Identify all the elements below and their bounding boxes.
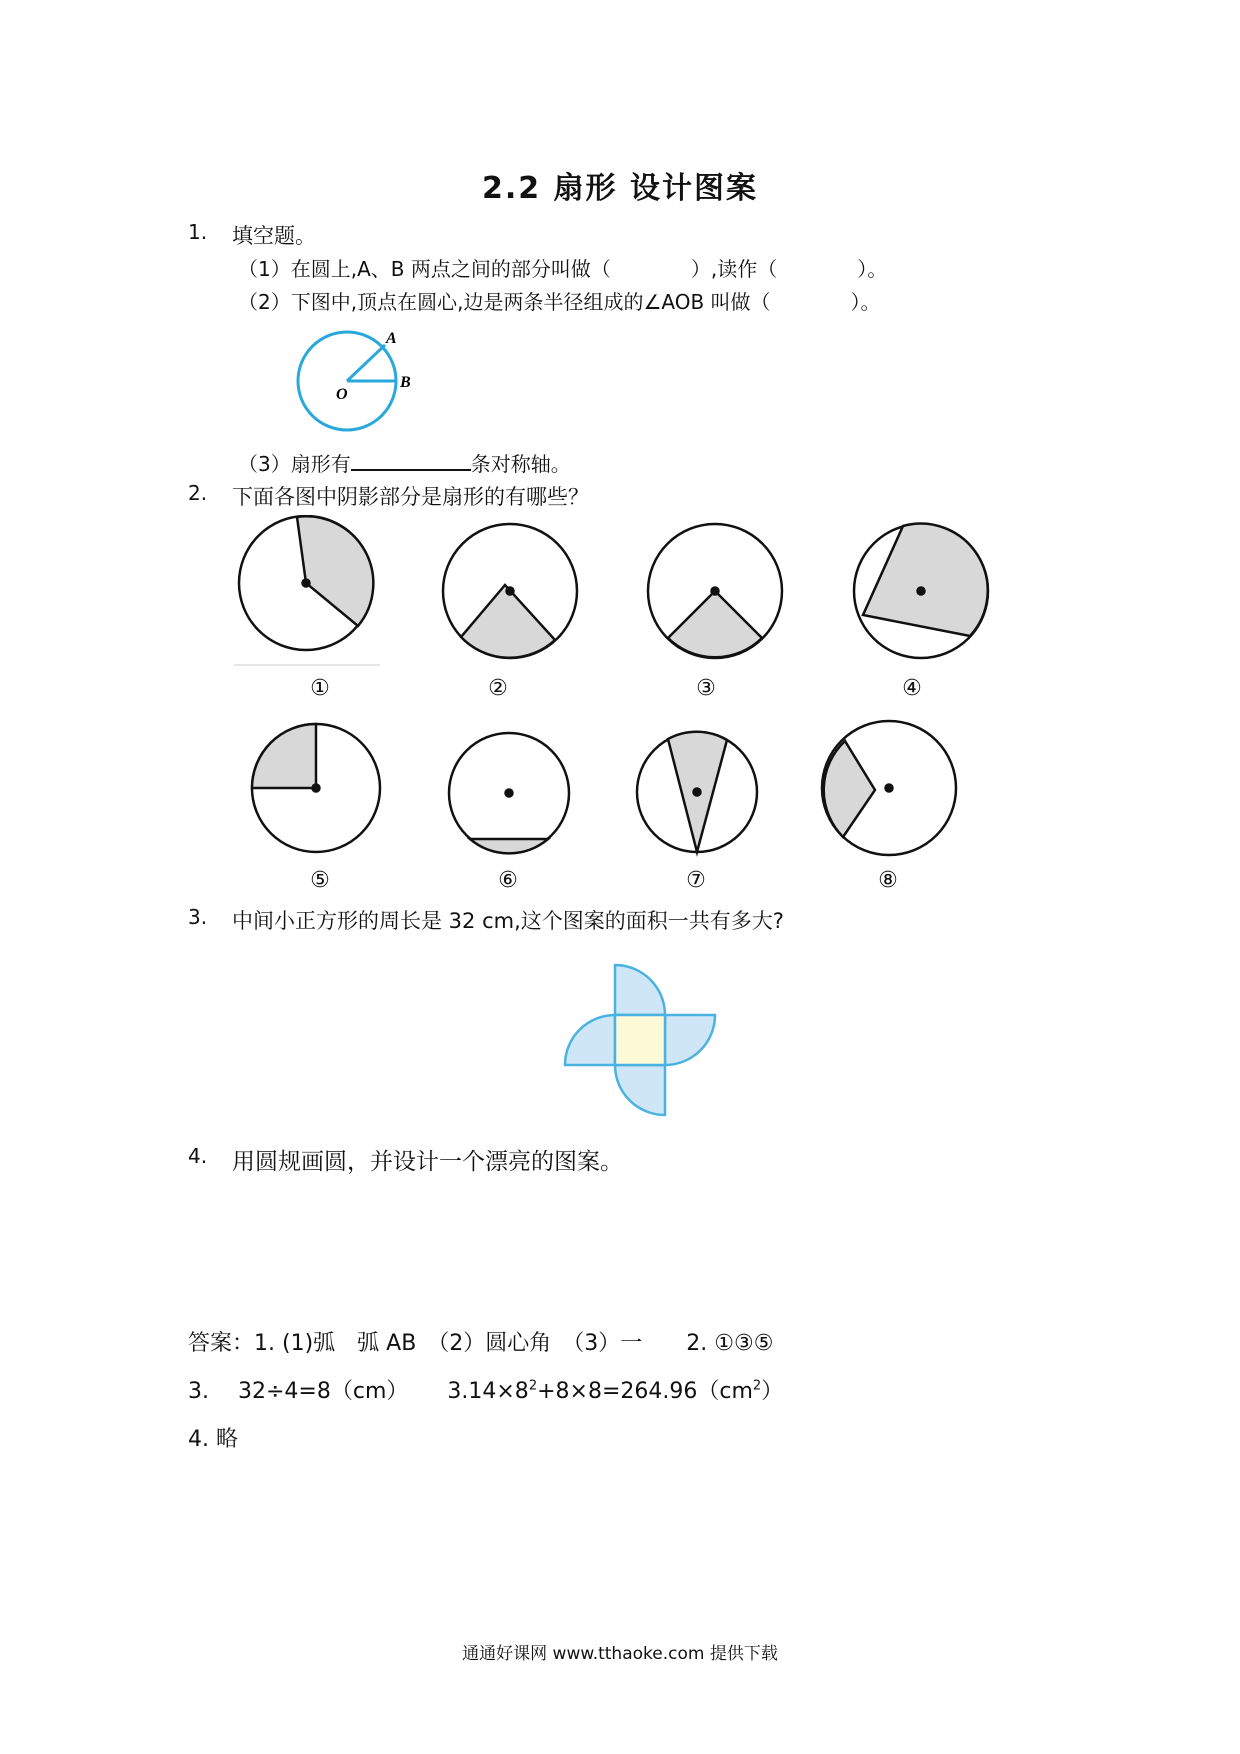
fig-label-5: ⑤ xyxy=(310,868,330,893)
circle-6 xyxy=(449,733,569,853)
circle-4 xyxy=(854,524,988,658)
circle-5 xyxy=(252,724,380,852)
q2-circles-figure xyxy=(0,515,1240,895)
q1-stem: 填空题。 xyxy=(232,224,316,248)
q3-pinwheel-figure xyxy=(555,960,725,1130)
q2-number: 2. xyxy=(188,481,208,505)
footer: 通通好课网 www.tthaoke.com 提供下载 xyxy=(462,1644,778,1664)
point-a-label: A xyxy=(386,330,397,347)
answers-line2-num: 3. xyxy=(188,1379,209,1404)
circle-7 xyxy=(637,732,757,852)
answers-line2-b: $3.14\times 8^2+8\times 8=264.96(cm^2)$ xyxy=(447,1378,784,1404)
answers-line1: 答案：1. (1)弧 弧 AB （2）圆心角 （3）一 2. ①③⑤ xyxy=(188,1331,774,1356)
point-b-label: B xyxy=(400,374,411,391)
fig-label-4: ④ xyxy=(902,676,922,701)
fig-label-1: ① xyxy=(310,676,330,701)
fig-label-6: ⑥ xyxy=(498,868,518,893)
page-title: 2.2 扇形 设计图案 xyxy=(481,171,759,206)
q4-stem: 用圆规画圆，并设计一个漂亮的图案。 xyxy=(232,1149,623,1175)
fig-label-8: ⑧ xyxy=(878,868,898,893)
q1-sub3-post: 条对称轴。 xyxy=(470,452,571,476)
q1-circle-figure xyxy=(290,325,420,435)
answer-blank[interactable] xyxy=(351,449,471,471)
fig-label-3: ③ xyxy=(696,676,716,701)
q1-sub3 xyxy=(238,448,571,477)
circle-1 xyxy=(239,516,373,650)
answers-line3: 4. 略 xyxy=(188,1427,238,1452)
q2-stem: 下面各图中阴影部分是扇形的有哪些？ xyxy=(232,485,589,509)
circle-2 xyxy=(443,524,577,658)
circle-8 xyxy=(822,721,956,855)
point-o-label: O xyxy=(336,386,348,403)
fig-label-7: ⑦ xyxy=(686,868,706,893)
q1-sub3-pre: （3）扇形有 xyxy=(238,452,351,476)
q3-stem: 中间小正方形的周长是 32 cm,这个图案的面积一共有多大? xyxy=(232,909,784,933)
q3-number: 3. xyxy=(188,905,208,929)
answers-line2-a: 32÷4=8（cm） xyxy=(238,1379,409,1404)
q1-sub2: （2）下图中,顶点在圆心,边是两条半径组成的∠AOB 叫做（ ）。 xyxy=(238,290,881,314)
circle-3 xyxy=(648,524,782,658)
fig-label-2: ② xyxy=(488,676,508,701)
q4-number: 4. xyxy=(188,1144,208,1168)
q1-number: 1. xyxy=(188,220,208,244)
answers-line2 xyxy=(188,1374,783,1405)
q1-sub1: （1）在圆上,A、B 两点之间的部分叫做（ ）,读作（ ）。 xyxy=(238,257,888,281)
